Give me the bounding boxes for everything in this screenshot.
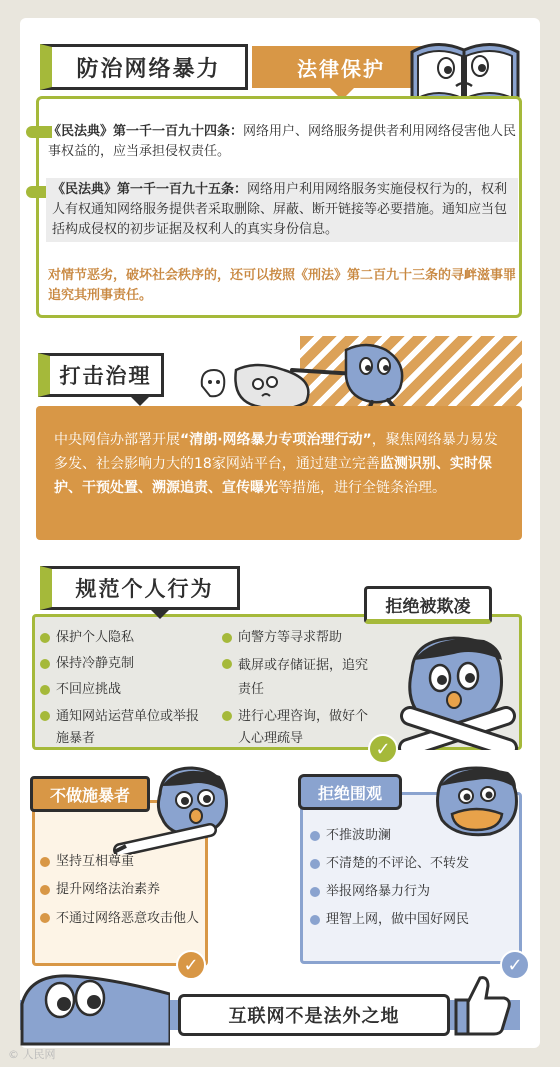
refuse-bully-item — [222, 628, 376, 648]
bullet-dot — [40, 857, 50, 867]
criminal-law-note: 对情节恶劣，破坏社会秩序的，还可以按照《刑法》第二百九十三条的寻衅滋事罪追究其刑事责任。 — [48, 268, 517, 303]
no-watch-item — [310, 882, 510, 902]
bullet-dot — [40, 633, 50, 643]
check-icon: ✓ — [176, 950, 206, 980]
item-text: 举报网络暴力行为 — [326, 884, 431, 899]
bullet-dot — [222, 633, 232, 643]
item-text: 向警方等寻求帮助 — [238, 630, 343, 645]
no-abuse-item — [40, 852, 200, 872]
bullet-dot — [310, 831, 320, 841]
bullet-dot — [40, 711, 50, 721]
law2-text — [46, 178, 518, 242]
refuse-bully-item — [40, 654, 210, 674]
law2-title: 《民法典》第一千一百九十五条： — [52, 182, 248, 197]
law1-body: 网络用户、网络服务提供者利用网络侵害他人民事权益的，应当承担侵权责任。 — [48, 124, 517, 159]
refuse-bully-item — [222, 706, 376, 750]
gov-measures: 监测识别、实时保护、干预处置、溯源追责、宣传曝光 — [54, 456, 492, 496]
governance-text — [54, 428, 506, 500]
crossed-arms-mascot-icon — [394, 630, 522, 750]
no-abuse-item — [40, 880, 200, 900]
refuse-bully-item — [40, 706, 210, 750]
law2-body: 网络用户利用网络服务实施侵权行为的，权利人有权通知网络服务提供者采取删除、屏蔽、断开链接等必要措施。通知应当包括构成侵权的初步证据及权利人的真实身份信息。 — [52, 182, 508, 237]
bullet-dot — [222, 659, 232, 669]
gov-text-a: 中央网信办部署开展 — [54, 432, 180, 448]
item-text: 不清楚的不评论、不转发 — [326, 856, 470, 871]
bullet-dot — [40, 685, 50, 695]
bullet-dot — [40, 885, 50, 895]
thumbs-mascot-icon — [20, 964, 170, 1048]
no-watch-label: 拒绝围观 — [298, 774, 402, 810]
item-text: 理智上网，做中国好网民 — [326, 912, 470, 927]
item-text: 通知网站运营单位或举报施暴者 — [56, 709, 200, 746]
item-text: 不推波助澜 — [326, 828, 392, 843]
item-text: 坚持互相尊重 — [56, 854, 135, 869]
item-text: 不通过网络恶意攻击他人 — [56, 911, 200, 926]
bullet-dot — [310, 859, 320, 869]
check-icon: ✓ — [500, 950, 530, 980]
section3-pointer — [150, 609, 170, 619]
refuse-bully-item — [40, 680, 210, 700]
no-watch-item — [310, 854, 510, 874]
thumbs-up-icon — [454, 972, 514, 1036]
no-abuse-item — [40, 908, 200, 930]
no-watch-item — [310, 826, 510, 846]
item-text: 保持冷静克制 — [56, 656, 135, 671]
no-abuse-label: 不做施暴者 — [30, 776, 150, 812]
watermark: © 人民网 — [8, 1048, 56, 1061]
section1-title: 防治网络暴力 — [40, 44, 248, 90]
section2-pointer — [130, 396, 150, 406]
refuse-bully-label: 拒绝被欺凌 — [364, 586, 492, 624]
bullet-dot — [222, 711, 232, 721]
refuse-bully-item — [40, 628, 210, 648]
governance-panel — [36, 406, 522, 540]
item-text: 进行心理咨询，做好个人心理疏导 — [238, 709, 369, 746]
item-text: 保护个人隐私 — [56, 630, 135, 645]
section2-title: 打击治理 — [38, 353, 164, 397]
section3-title: 规范个人行为 — [40, 566, 240, 610]
bullet-dot — [310, 915, 320, 925]
law1-title: 《民法典》第一千一百九十四条： — [48, 124, 244, 139]
footer-banner: 互联网不是法外之地 — [178, 994, 450, 1036]
gov-text-e: 等措施，进行全链条治理。 — [278, 480, 446, 496]
no-watch-item — [310, 910, 510, 930]
item-text: 不回应挑战 — [56, 682, 122, 697]
item-text: 截屏或存储证据，追究责任 — [238, 658, 369, 697]
refuse-bully-item — [222, 654, 376, 702]
item-text: 提升网络法治素养 — [56, 882, 161, 897]
gov-text-c: ，聚焦网络暴力易发多发、社会影响力大的18家网站平台，通过建立完善 — [54, 432, 498, 472]
gov-campaign-name: “清朗·网络暴力专项治理行动” — [180, 432, 372, 448]
bullet-dot — [310, 887, 320, 897]
check-icon: ✓ — [368, 734, 398, 764]
section1-subtitle: 法律保护 — [252, 46, 430, 88]
law1-text — [48, 122, 518, 162]
bullet-dot — [40, 913, 50, 923]
bullet-dot — [40, 659, 50, 669]
